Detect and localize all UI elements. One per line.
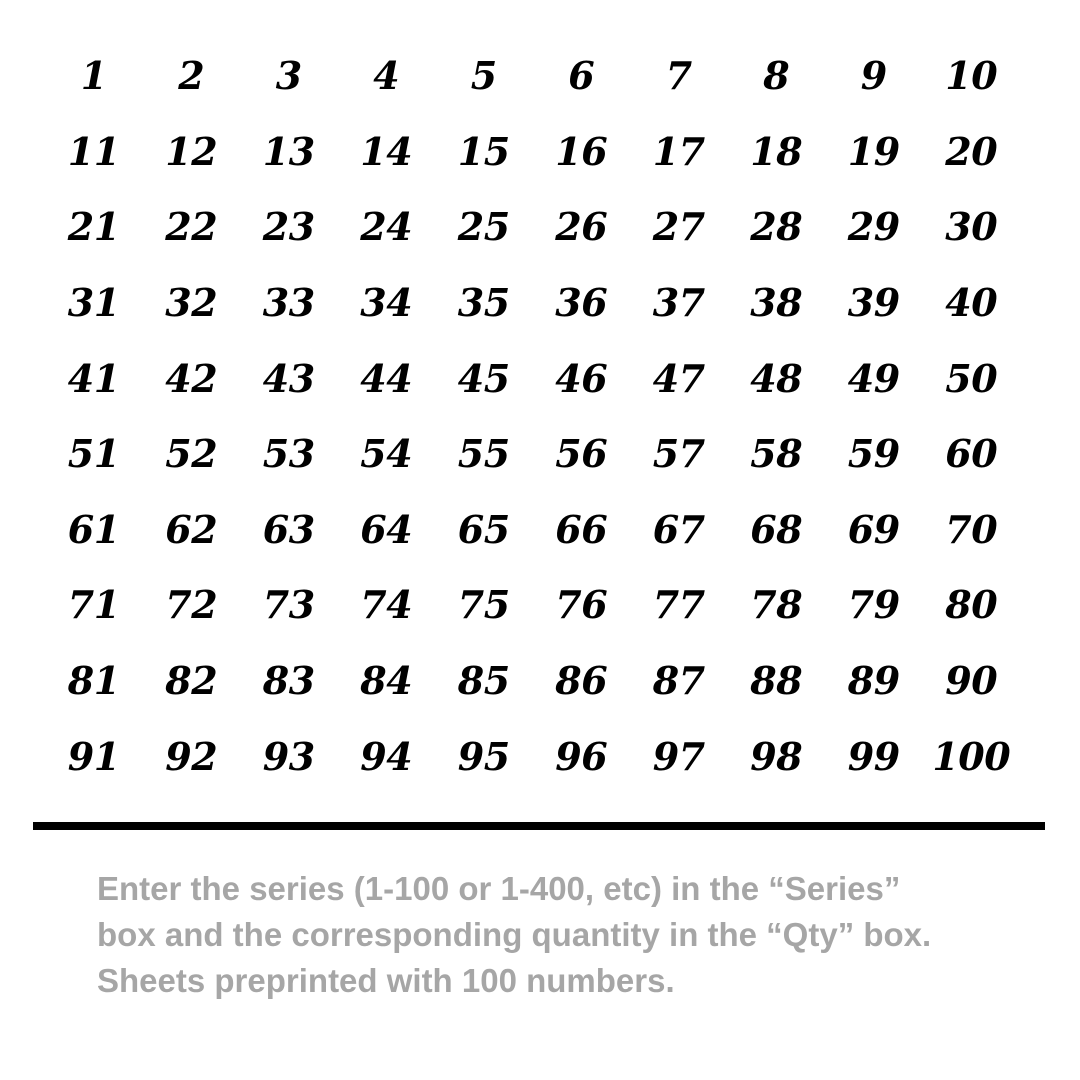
number-cell: 79: [847, 582, 900, 628]
number-cell: 45: [457, 355, 510, 401]
number-cell: 73: [262, 582, 315, 628]
number-cell: 64: [360, 506, 413, 552]
number-cell: 55: [457, 431, 510, 477]
number-cell: 71: [67, 582, 120, 628]
number-cell: 98: [750, 733, 803, 779]
number-cell: 23: [262, 204, 315, 250]
number-cell: 35: [457, 280, 510, 326]
number-cell: 18: [750, 128, 803, 174]
number-cell: 74: [360, 582, 413, 628]
number-cell: 56: [555, 431, 608, 477]
number-cell: 9: [860, 53, 887, 99]
number-cell: 75: [457, 582, 510, 628]
number-cell: 41: [67, 355, 120, 401]
number-cell: 16: [555, 128, 608, 174]
number-cell: 78: [750, 582, 803, 628]
number-cell: 10: [945, 53, 998, 99]
number-cell: 48: [750, 355, 803, 401]
number-cell: 32: [165, 280, 218, 326]
number-cell: 81: [67, 658, 120, 704]
number-cell: 82: [165, 658, 218, 704]
number-cell: 67: [652, 506, 705, 552]
number-cell: 80: [945, 582, 998, 628]
number-cell: 66: [555, 506, 608, 552]
number-cell: 89: [847, 658, 900, 704]
number-cell: 77: [652, 582, 705, 628]
number-cell: 85: [457, 658, 510, 704]
number-cell: 59: [847, 431, 900, 477]
number-cell: 40: [945, 280, 998, 326]
number-cell: 86: [555, 658, 608, 704]
number-cell: 93: [262, 733, 315, 779]
number-cell: 4: [373, 53, 400, 99]
number-cell: 52: [165, 431, 218, 477]
number-cell: 2: [178, 53, 205, 99]
number-cell: 30: [945, 204, 998, 250]
number-cell: 99: [847, 733, 900, 779]
number-cell: 84: [360, 658, 413, 704]
number-cell: 95: [457, 733, 510, 779]
instructions-line-2: box and the corresponding quantity in the “Qty” box.: [97, 916, 932, 953]
number-cell: 90: [945, 658, 998, 704]
number-cell: 50: [945, 355, 998, 401]
number-cell: 8: [763, 53, 790, 99]
number-cell: 3: [275, 53, 302, 99]
number-cell: 6: [568, 53, 595, 99]
number-cell: 19: [847, 128, 900, 174]
number-cell: 31: [67, 280, 120, 326]
number-cell: 91: [67, 733, 120, 779]
number-cell: 37: [652, 280, 705, 326]
number-grid: [45, 38, 1020, 794]
number-cell: 65: [457, 506, 510, 552]
number-cell: 20: [945, 128, 998, 174]
number-cell: 24: [360, 204, 413, 250]
number-cell: 92: [165, 733, 218, 779]
number-cell: 22: [165, 204, 218, 250]
number-cell: 1: [80, 53, 107, 99]
number-cell: 42: [165, 355, 218, 401]
number-cell: 15: [457, 128, 510, 174]
number-cell: 61: [67, 506, 120, 552]
number-cell: 60: [945, 431, 998, 477]
number-cell: 76: [555, 582, 608, 628]
number-cell: 25: [457, 204, 510, 250]
number-cell: 100: [932, 733, 1011, 779]
number-cell: 83: [262, 658, 315, 704]
number-cell: 51: [67, 431, 120, 477]
number-cell: 5: [470, 53, 497, 99]
number-cell: 57: [652, 431, 705, 477]
number-cell: 88: [750, 658, 803, 704]
number-cell: 54: [360, 431, 413, 477]
number-cell: 49: [847, 355, 900, 401]
number-cell: 38: [750, 280, 803, 326]
instructions-line-1: Enter the series (1-100 or 1-400, etc) in the “Series”: [97, 870, 901, 907]
number-cell: 11: [67, 128, 120, 174]
divider-line: [33, 822, 1045, 830]
number-cell: 7: [665, 53, 692, 99]
number-cell: 44: [360, 355, 413, 401]
number-cell: 68: [750, 506, 803, 552]
number-cell: 28: [750, 204, 803, 250]
number-cell: 43: [262, 355, 315, 401]
number-cell: 29: [847, 204, 900, 250]
number-cell: 46: [555, 355, 608, 401]
number-cell: 94: [360, 733, 413, 779]
number-cell: 39: [847, 280, 900, 326]
number-cell: 63: [262, 506, 315, 552]
number-cell: 96: [555, 733, 608, 779]
number-cell: 70: [945, 506, 998, 552]
number-cell: 47: [652, 355, 705, 401]
number-cell: 21: [67, 204, 120, 250]
instructions-line-3: Sheets preprinted with 100 numbers.: [97, 962, 675, 999]
number-cell: 62: [165, 506, 218, 552]
instructions-text: [97, 866, 1037, 1004]
number-cell: 13: [262, 128, 315, 174]
number-cell: 27: [652, 204, 705, 250]
number-cell: 26: [555, 204, 608, 250]
number-cell: 72: [165, 582, 218, 628]
number-cell: 58: [750, 431, 803, 477]
number-cell: 34: [360, 280, 413, 326]
number-cell: 97: [652, 733, 705, 779]
number-cell: 33: [262, 280, 315, 326]
number-cell: 53: [262, 431, 315, 477]
number-cell: 87: [652, 658, 705, 704]
number-cell: 69: [847, 506, 900, 552]
number-cell: 17: [652, 128, 705, 174]
number-cell: 12: [165, 128, 218, 174]
number-cell: 14: [360, 128, 413, 174]
number-cell: 36: [555, 280, 608, 326]
